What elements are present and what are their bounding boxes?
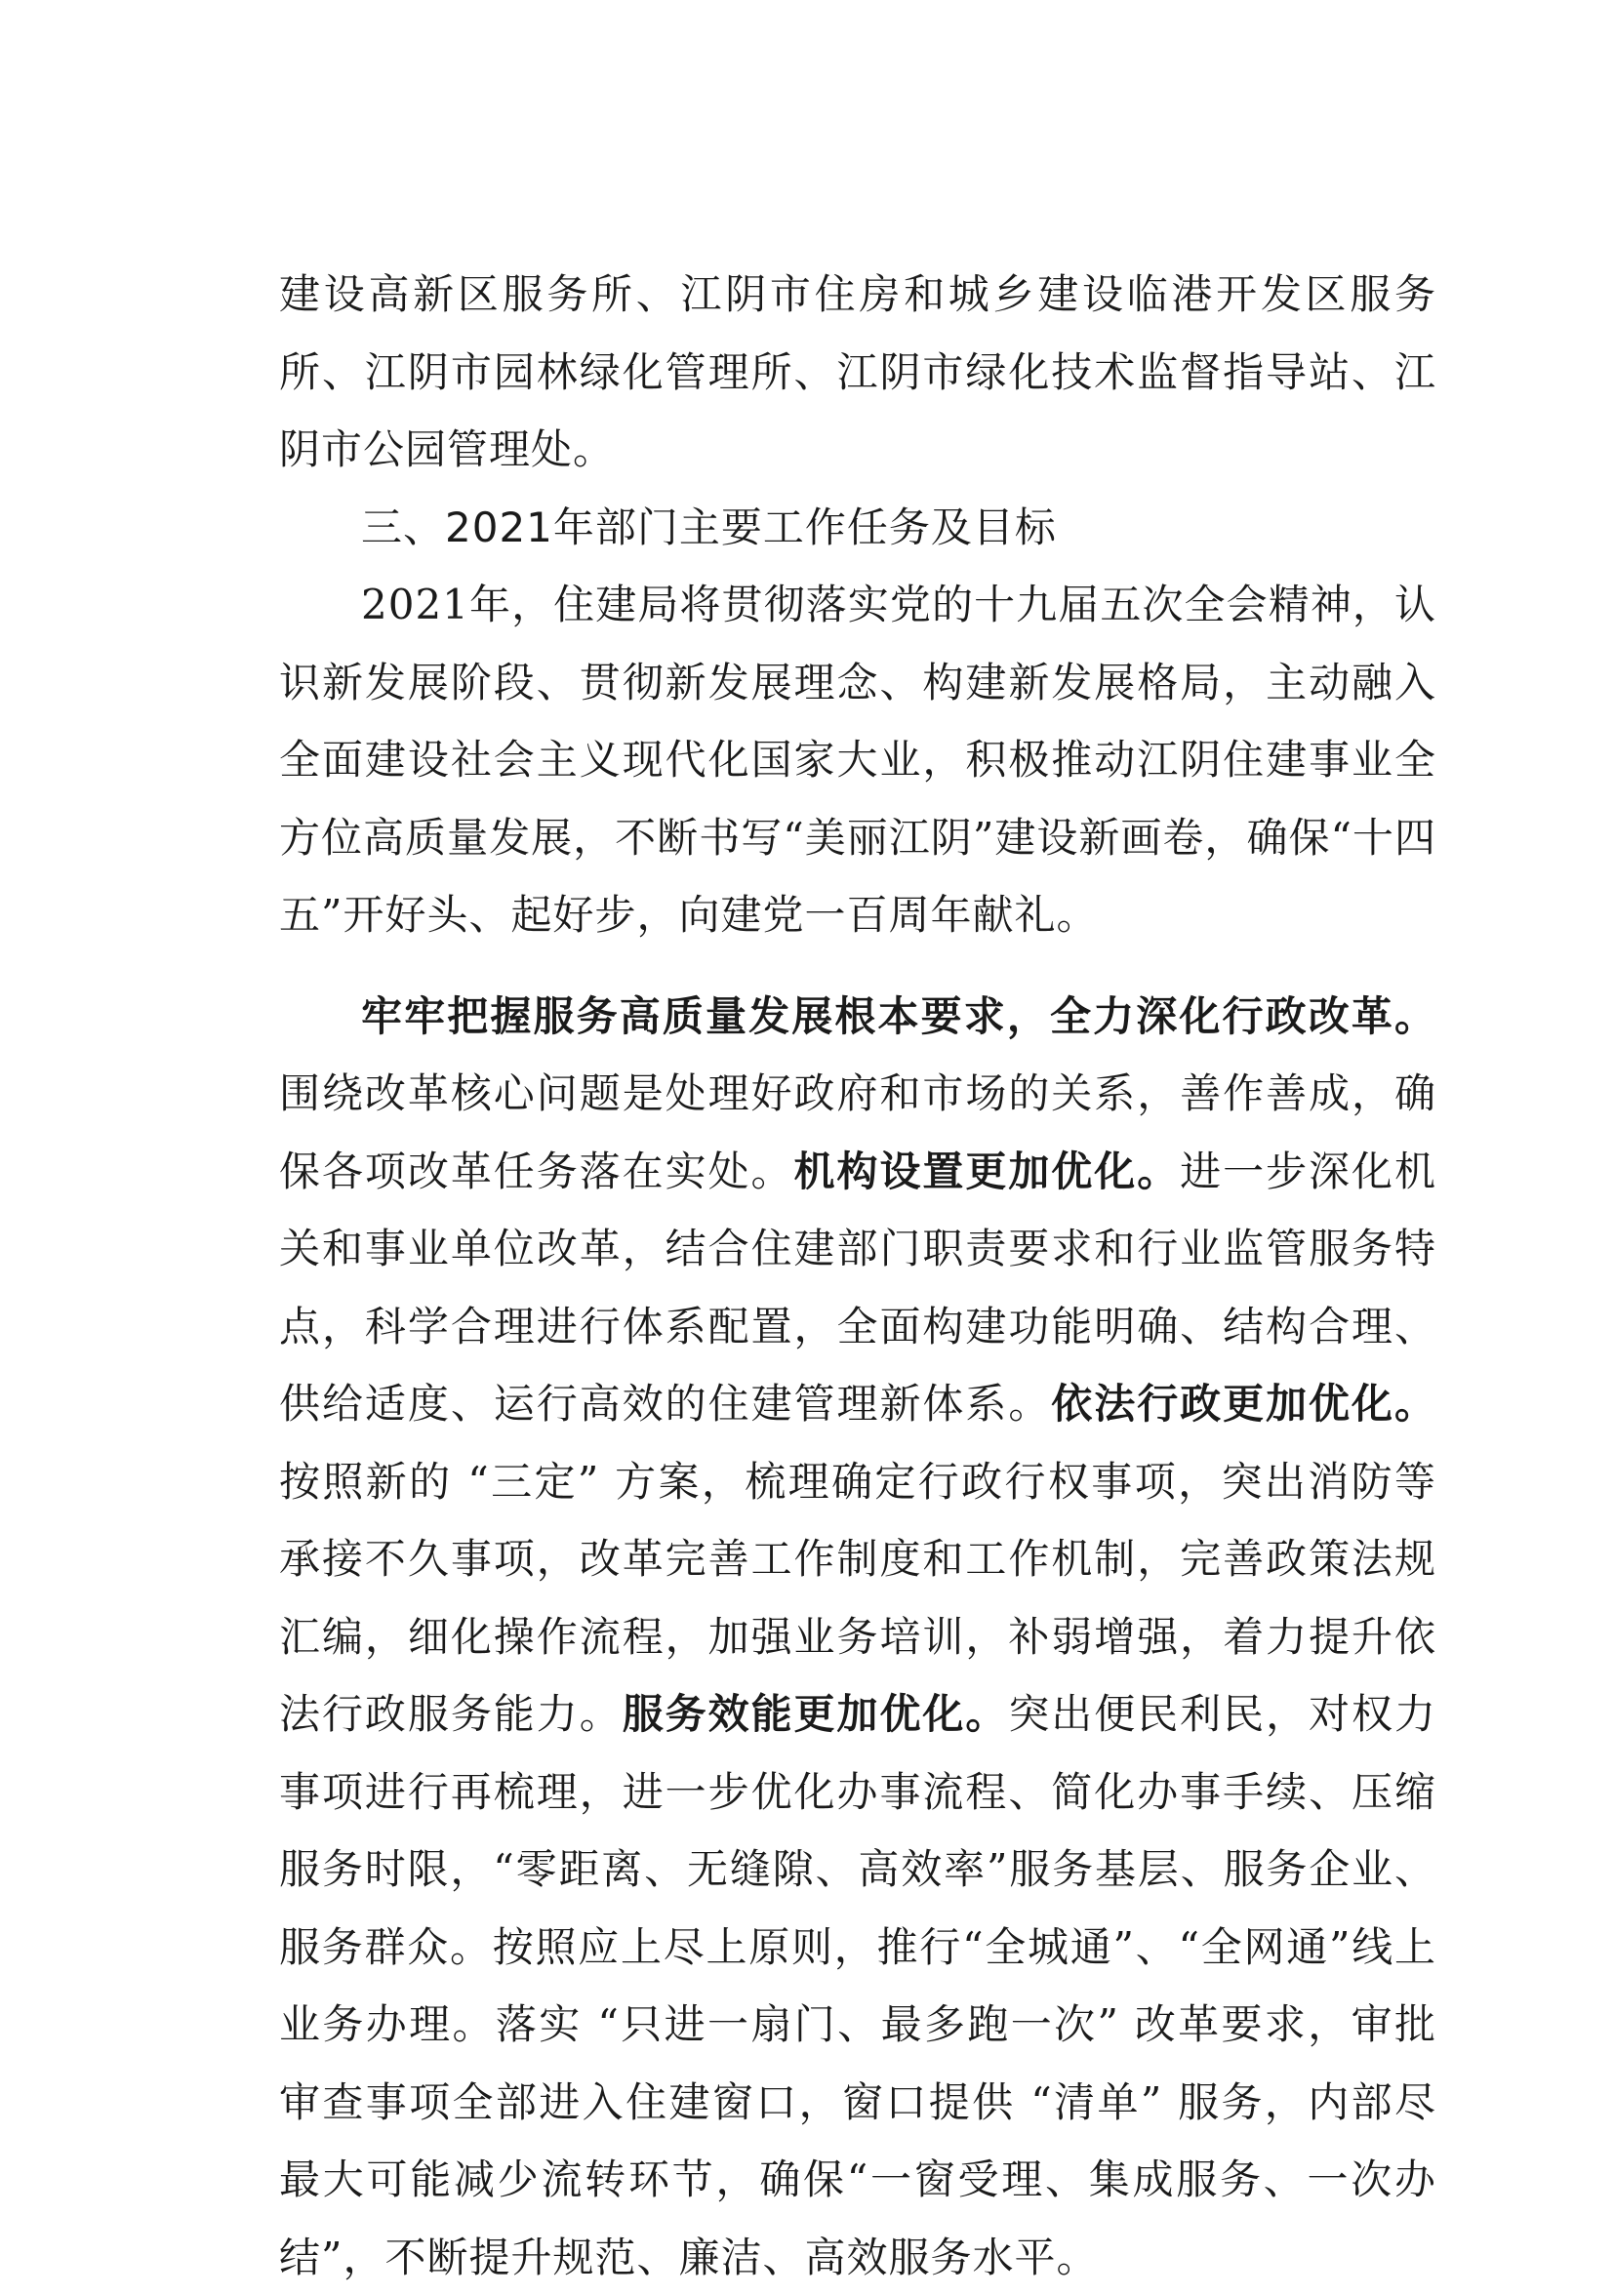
reform-text-3: 按照新的 “三定” 方案，梳理确定行政行权事项，突出消防等承接不久事项，改革完善工作制度和工作机制，完善政策法规汇编，细化操作流程，加强业务培训，补弱增强，着力提升依法行政服务能力。 bbox=[279, 1458, 1436, 1739]
intro-paragraph: 建设高新区服务所、江阴市住房和城乡建设临港开发区服务所、江阴市园林绿化管理所、江阴市绿化技术监督指导站、江阴市公园管理处。 bbox=[279, 256, 1436, 489]
reform-text-1: 围绕改革核心问题是处理好政府和市场的关系，善作善成，确保各项改革任务落在实处。 bbox=[279, 1069, 1436, 1195]
reform-text-2: 进一步深化机关和事业单位改革，结合住建部门职责要求和行业监管服务特点，科学合理进行体系配置，全面构建功能明确、结构合理、供给适度、运行高效的住建管理新体系。 bbox=[279, 1148, 1436, 1429]
reform-subheading-2: 依法行政更加优化。 bbox=[1051, 1380, 1436, 1428]
reform-paragraph bbox=[279, 978, 1436, 2296]
paragraph-2021: 2021年，住建局将贯彻落实党的十九届五次全会精神，认识新发展阶段、贯彻新发展理念、构建新发展格局，主动融入全面建设社会主义现代化国家大业，积极推动江阴住建事业全方位高质量发展，不断书写“美丽江阴”建设新画卷，确保“十四五”开好头、起好步，向建党一百周年献礼。 bbox=[279, 566, 1436, 954]
reform-subheading-1: 机构设置更加优化。 bbox=[794, 1148, 1181, 1195]
reform-text-4: 突出便民利民，对权力事项进行再梳理，进一步优化办事流程、简化办事手续、压缩服务时限，“零距离、无缝隙、高效率”服务基层、服务企业、服务群众。按照应上尽上原则，推行“全城通”、“全网通”线上业务办理。落实 “只进一扇门、最多跑一次” 改革要求，审批审查事项全部进入住建窗口，窗口提供 “清单” 服务，内部尽最大可能减少流转环节，确保“一窗受理、集成服务、一次办结”，不断提升规范、廉洁、高效服务水平。 bbox=[279, 1690, 1436, 2281]
reform-lead: 牢牢把握服务高质量发展根本要求，全力深化行政改革。 bbox=[361, 992, 1436, 1040]
document-body bbox=[279, 256, 1436, 2296]
section-heading: 三、2021年部门主要工作任务及目标 bbox=[279, 489, 1436, 567]
reform-subheading-3: 服务效能更加优化。 bbox=[623, 1690, 1009, 1738]
